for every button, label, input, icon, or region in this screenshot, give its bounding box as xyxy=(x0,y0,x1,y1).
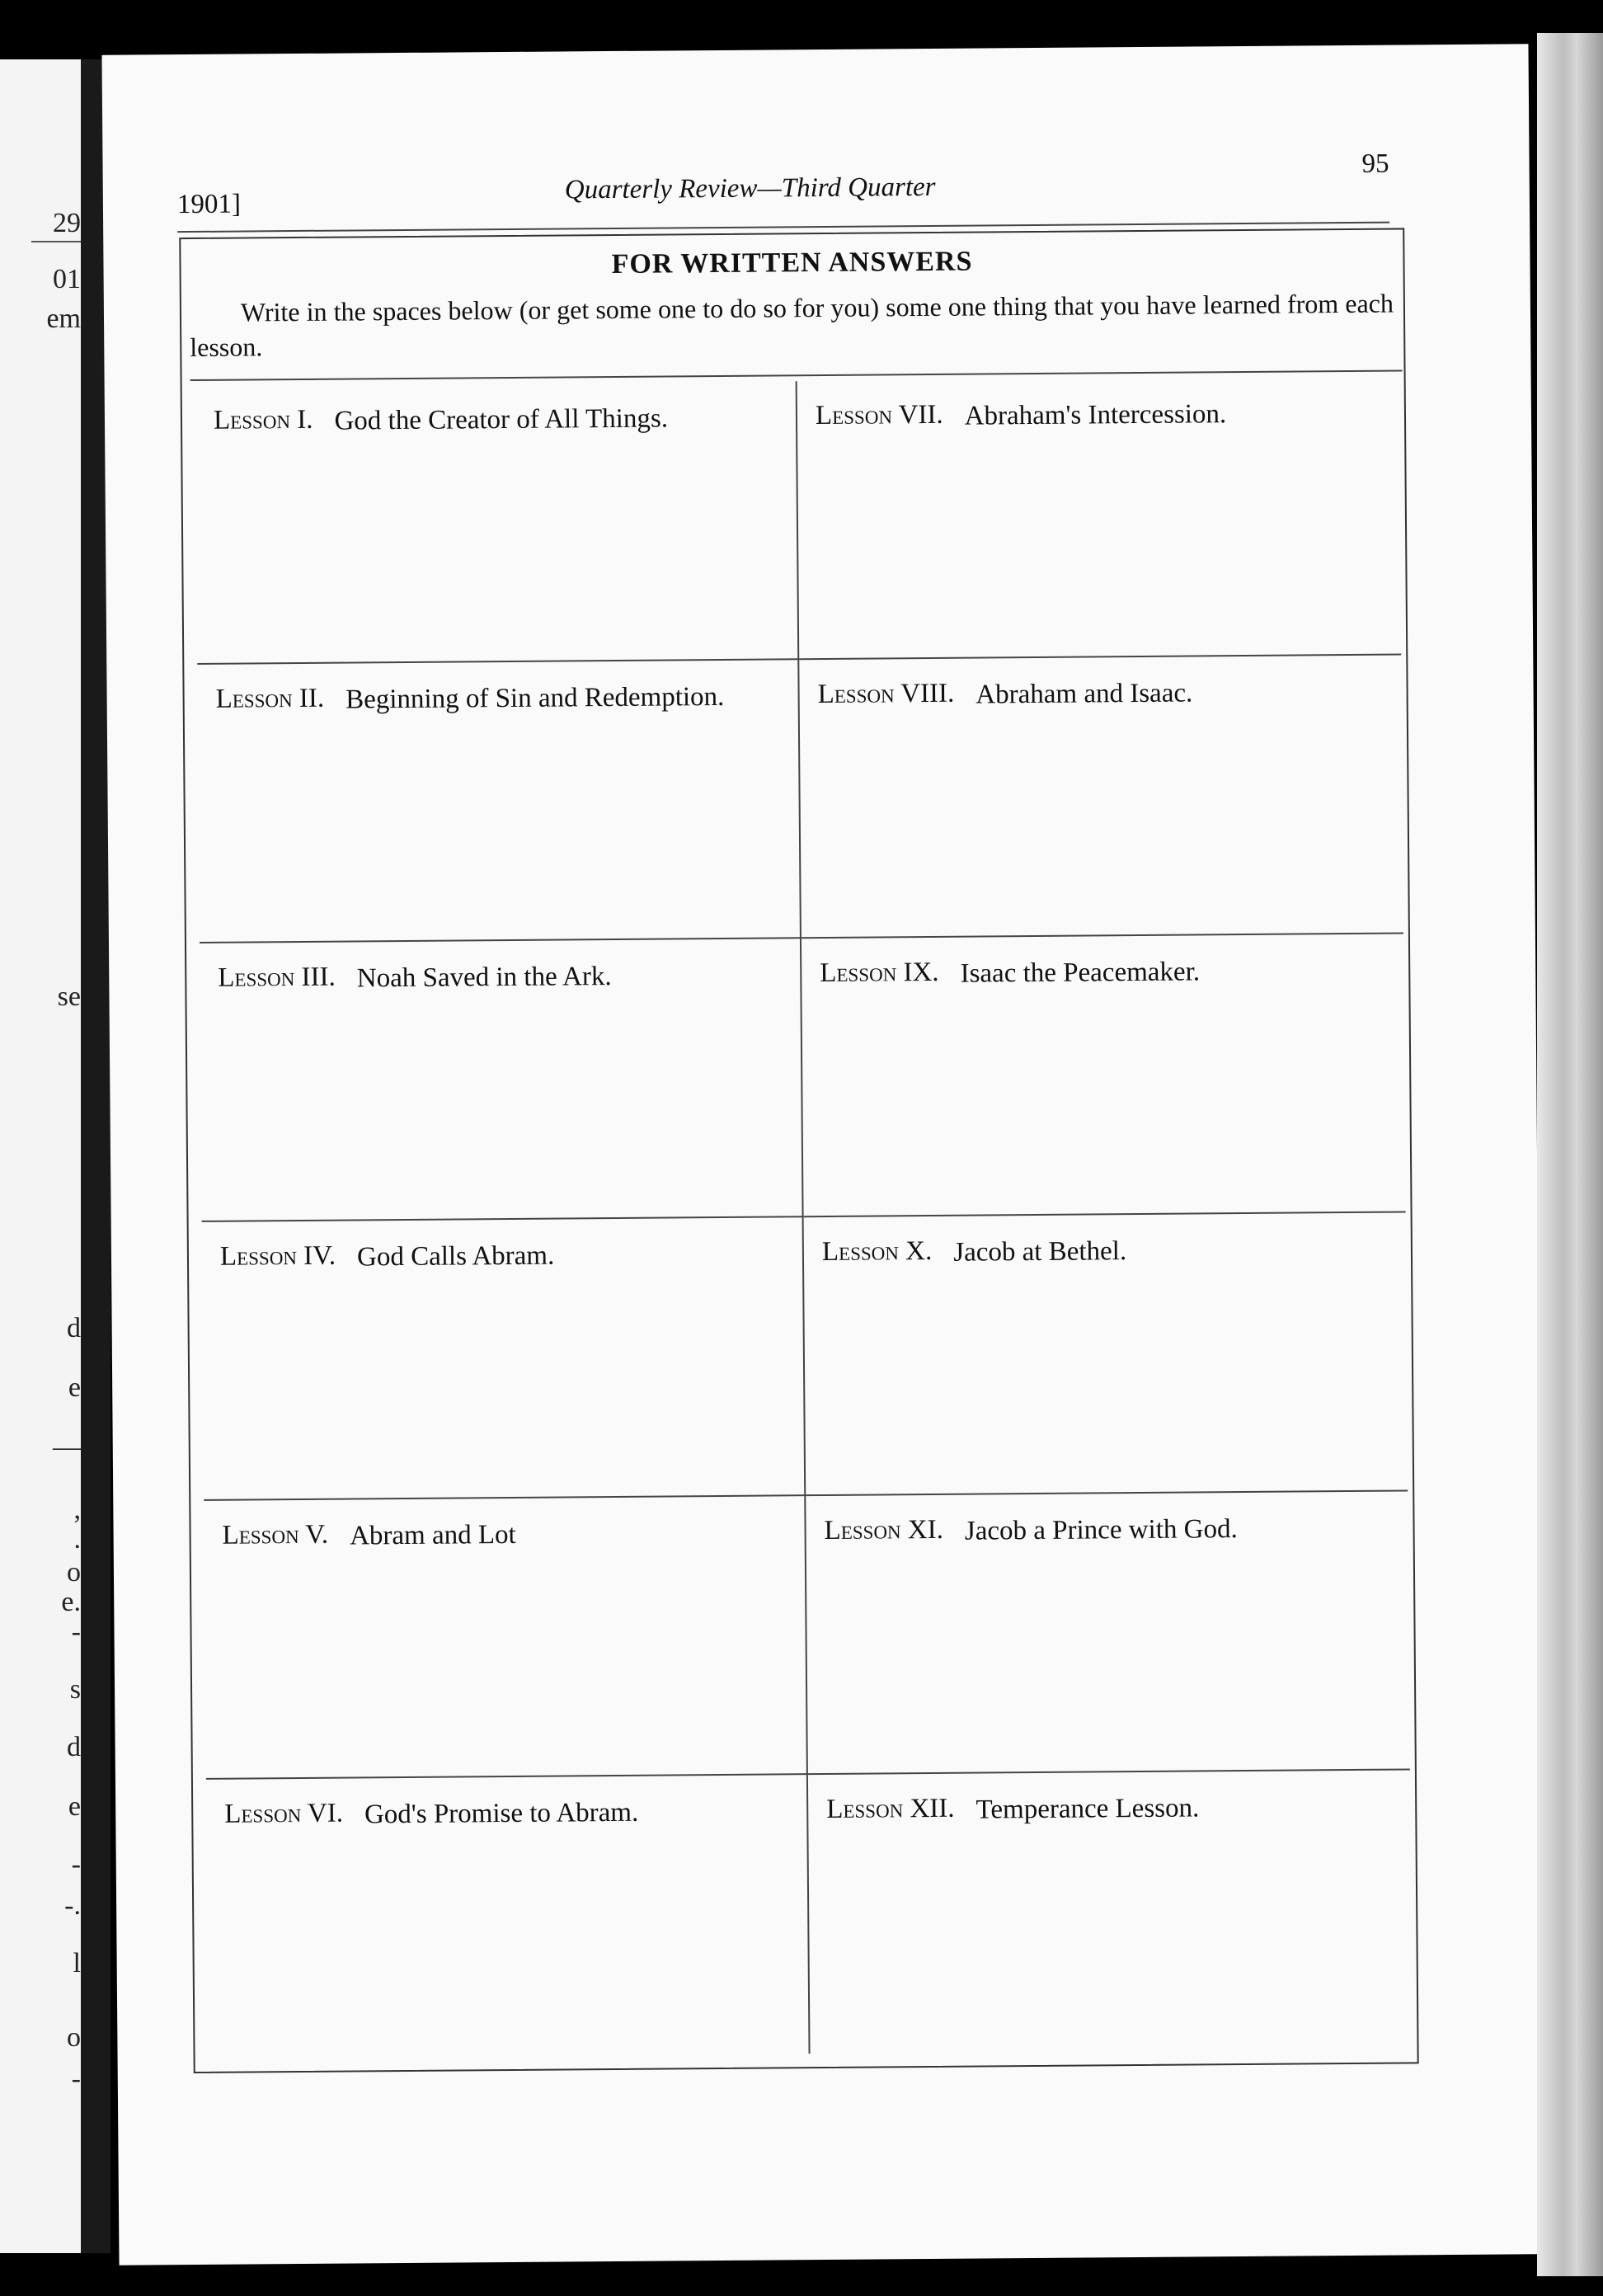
running-head-title: Quarterly Review—Third Quarter xyxy=(564,172,936,205)
answer-space[interactable] xyxy=(221,1597,790,1766)
page-edge-stack xyxy=(1537,33,1603,2276)
lesson-title: Noah Saved in the Ark. xyxy=(356,962,612,994)
lesson-box-10 xyxy=(804,1212,1408,1496)
lesson-grid xyxy=(195,376,1413,2059)
left-page-fragment: e xyxy=(68,1372,81,1403)
lesson-title: Jacob a Prince with God. xyxy=(964,1514,1238,1546)
section-title: FOR WRITTEN ANSWERS xyxy=(611,246,973,280)
lesson-title: Jacob at Bethel. xyxy=(953,1236,1127,1268)
page-number: 95 xyxy=(1361,148,1389,179)
lesson-title: God Calls Abram. xyxy=(356,1240,555,1273)
lesson-label: Lesson II. xyxy=(215,683,325,714)
lesson-title: Isaac the Peacemaker. xyxy=(960,957,1201,989)
lesson-box-2 xyxy=(197,660,802,943)
left-page-fragment: 01 xyxy=(53,264,81,294)
left-page-fragment: o xyxy=(67,1557,81,1588)
lesson-label: Lesson IX. xyxy=(820,957,939,989)
running-head-year: 1901] xyxy=(176,189,242,220)
left-page-fragment: o xyxy=(67,2022,81,2053)
left-page-fragment: - xyxy=(71,1616,81,1647)
answer-space[interactable] xyxy=(214,760,783,929)
left-page-fragment: , xyxy=(73,1494,81,1525)
left-page-fragment: se xyxy=(57,981,81,1012)
left-page-fragment: e xyxy=(68,1791,81,1822)
running-head xyxy=(176,148,1389,228)
lesson-title: Beginning of Sin and Redemption. xyxy=(346,681,725,715)
answer-form xyxy=(179,228,1418,2073)
lesson-box-3 xyxy=(200,939,804,1222)
answer-space[interactable] xyxy=(223,1877,792,2046)
left-page-fragment: -. xyxy=(64,1890,81,1921)
answer-space[interactable] xyxy=(819,1035,1389,1204)
answer-space[interactable] xyxy=(219,1318,788,1487)
lesson-box-8 xyxy=(799,655,1403,939)
answer-space[interactable] xyxy=(213,482,782,651)
lesson-label: Lesson I. xyxy=(213,404,313,435)
left-page-rule xyxy=(31,241,81,242)
lesson-label: Lesson XI. xyxy=(824,1514,944,1546)
lesson-title: Abram and Lot xyxy=(349,1519,516,1551)
lesson-title: Temperance Lesson. xyxy=(975,1793,1200,1825)
left-page-fragment: - xyxy=(71,1849,81,1880)
answer-space[interactable] xyxy=(823,1593,1394,1762)
lesson-label: Lesson VII. xyxy=(815,399,943,431)
instructions: Write in the spaces below (or get some one to do so for you) some one thing that you have learned from each lesson. xyxy=(190,288,1394,363)
left-page-fragment: e. xyxy=(61,1587,81,1617)
lesson-label: Lesson VIII. xyxy=(817,678,955,710)
lesson-box-11 xyxy=(806,1491,1410,1775)
lesson-box-5 xyxy=(204,1496,808,1780)
left-page-fragment: l xyxy=(73,1948,81,1978)
lesson-label: Lesson X. xyxy=(821,1235,933,1268)
lesson-title: Abraham and Isaac. xyxy=(975,678,1193,710)
left-page-fragment: . xyxy=(73,1524,81,1555)
lesson-label: Lesson XII. xyxy=(826,1793,955,1824)
answer-space[interactable] xyxy=(217,1039,786,1208)
left-page-fragment: s xyxy=(69,1674,81,1705)
left-page-edge xyxy=(0,59,81,2253)
lesson-label: Lesson IV. xyxy=(219,1240,336,1272)
lesson-title: God the Creator of All Things. xyxy=(334,403,669,436)
lesson-label: Lesson III. xyxy=(218,962,336,993)
answer-space[interactable] xyxy=(815,478,1385,647)
left-page-fragment: d xyxy=(67,1732,81,1762)
lesson-box-7 xyxy=(797,376,1402,660)
answer-space[interactable] xyxy=(821,1314,1392,1483)
lesson-title: God's Promise to Abram. xyxy=(364,1797,639,1830)
lesson-label: Lesson VI. xyxy=(224,1798,344,1829)
left-page-fragment: d xyxy=(67,1313,81,1343)
lesson-box-1 xyxy=(195,381,800,665)
left-page-fragment: em xyxy=(46,303,81,334)
lesson-label: Lesson V. xyxy=(222,1519,329,1550)
left-page-fragment: 29 xyxy=(53,208,81,238)
lesson-box-4 xyxy=(202,1217,806,1501)
answer-space[interactable] xyxy=(816,756,1387,925)
lesson-box-9 xyxy=(802,934,1406,1217)
left-page-fragment: — xyxy=(53,1432,81,1462)
lesson-box-12 xyxy=(808,1770,1413,2054)
lesson-box-6 xyxy=(206,1775,811,2058)
page xyxy=(102,44,1546,2265)
left-page-fragment: - xyxy=(71,2063,81,2094)
lesson-title: Abraham's Intercession. xyxy=(964,399,1227,431)
answer-space[interactable] xyxy=(825,1873,1396,2042)
